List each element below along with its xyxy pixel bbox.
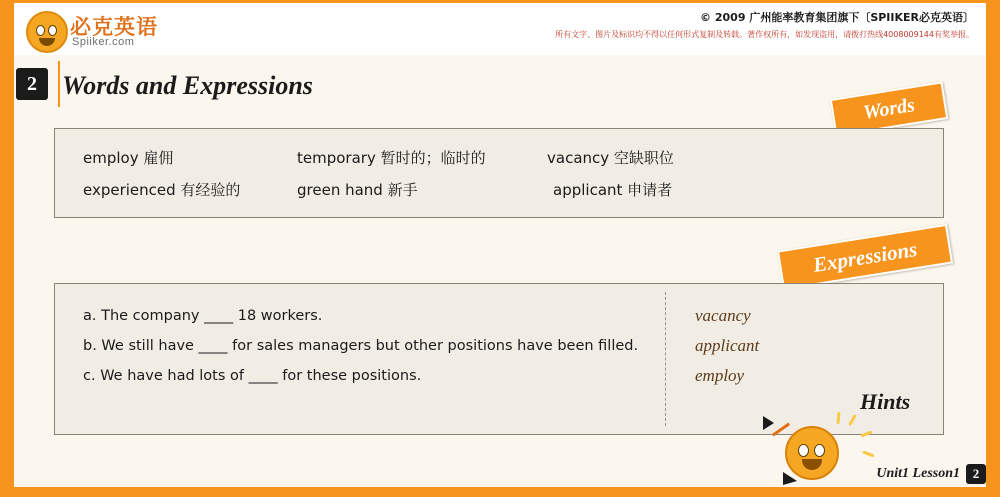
mascot-mouth-icon bbox=[39, 38, 55, 46]
mascot-arm-icon bbox=[772, 423, 790, 437]
section-number-badge: 2 bbox=[16, 68, 48, 100]
hint-word: vacancy bbox=[695, 306, 751, 325]
word-item: vacancy 空缺职位 bbox=[547, 149, 674, 167]
frame-border-left bbox=[0, 0, 14, 497]
mascot-flag-icon bbox=[763, 416, 774, 430]
word-item: experienced 有经验的 bbox=[83, 181, 241, 199]
brand-name-en: Spiiker.com bbox=[72, 36, 135, 48]
brand-logo bbox=[24, 7, 184, 53]
mascot-mouth-icon bbox=[802, 459, 822, 470]
mascot-eye-right-icon bbox=[814, 444, 825, 457]
words-row bbox=[55, 147, 943, 177]
sun-ray-icon bbox=[836, 412, 840, 424]
title-divider bbox=[58, 61, 60, 107]
slide-content bbox=[14, 55, 986, 487]
hints-mascot-icon bbox=[755, 412, 885, 492]
expression-line: b. We still have ____ for sales managers but other positions have been filled. bbox=[83, 338, 639, 354]
word-item: employ 雇佣 bbox=[83, 149, 174, 167]
hints-label: Hints bbox=[860, 389, 911, 414]
copyright-block bbox=[555, 9, 974, 40]
words-panel bbox=[54, 128, 944, 218]
lesson-label: Unit1 Lesson1 bbox=[876, 466, 960, 481]
word-item: applicant 申请者 bbox=[553, 181, 673, 199]
sun-ray-icon bbox=[860, 431, 872, 438]
mascot-face-icon bbox=[26, 11, 68, 53]
frame-border-right bbox=[986, 0, 1000, 497]
hint-word: employ bbox=[695, 366, 745, 385]
expression-line: c. We have had lots of ____ for these positions. bbox=[83, 368, 422, 384]
expressions-panel bbox=[54, 283, 944, 435]
hint-word: applicant bbox=[695, 336, 760, 355]
word-item: green hand 新手 bbox=[297, 181, 418, 199]
brand-name-cn: 必克英语 bbox=[70, 15, 158, 39]
copyright-line-2: 所有文字、图片及标识均不得以任何形式复制及转载。著作权所有，如发现盗用，请拨打热线4008009144有奖举报。 bbox=[555, 30, 974, 39]
word-item: temporary 暂时的；临时的 bbox=[297, 149, 486, 167]
mascot-eye-left-icon bbox=[798, 444, 809, 457]
copyright-line-1: © 2009 广州能率教育集团旗下〔SPIIKER必克英语〕 bbox=[700, 11, 974, 24]
ribbon-words-label: Words bbox=[830, 81, 949, 136]
words-row bbox=[55, 179, 943, 209]
mascot-foot-icon bbox=[783, 472, 797, 485]
ribbon-expressions-label: Expressions bbox=[777, 224, 953, 290]
page-footer bbox=[876, 463, 986, 485]
sun-ray-icon bbox=[862, 451, 874, 458]
mascot-eye-right-icon bbox=[48, 25, 57, 36]
page-header bbox=[14, 3, 986, 55]
panel-divider bbox=[665, 292, 666, 426]
page-number-badge: 2 bbox=[966, 464, 986, 484]
sun-ray-icon bbox=[848, 414, 857, 426]
page-title: Words and Expressions bbox=[62, 71, 313, 100]
expression-line: a. The company ____ 18 workers. bbox=[83, 308, 323, 324]
mascot-eye-left-icon bbox=[36, 25, 45, 36]
